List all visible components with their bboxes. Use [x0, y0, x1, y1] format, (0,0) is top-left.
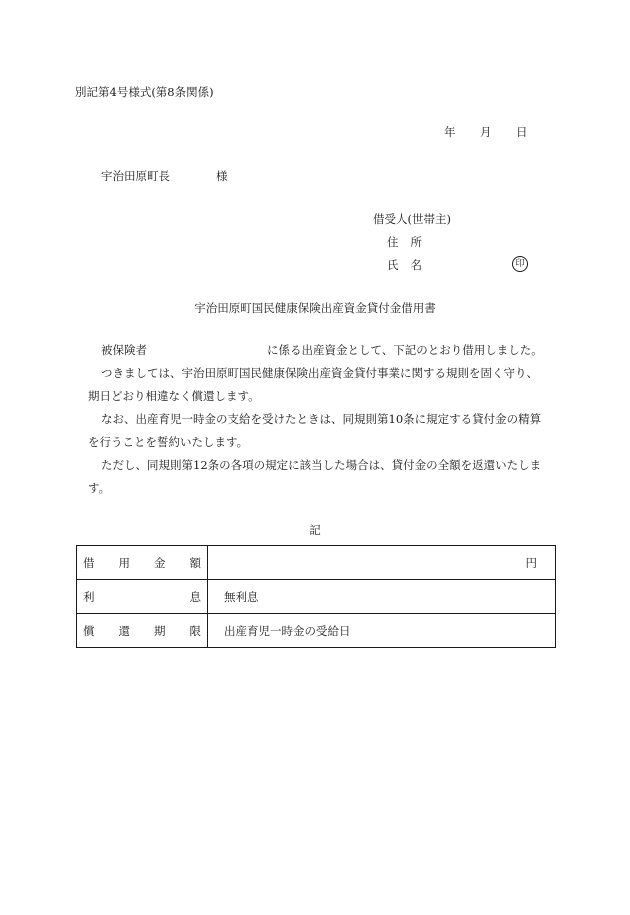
label-char: 借	[83, 555, 95, 570]
address-label	[387, 234, 422, 250]
body-line-1-end: に係る出産資金として、下記のとおり借用しました。	[267, 343, 543, 357]
body-line-3: 期日どおり相違なく償還します。	[88, 389, 260, 403]
ki-heading: 記	[309, 523, 321, 537]
name-label-char-1: 氏	[387, 258, 399, 272]
date-month: 月	[480, 125, 492, 139]
label-char: 金	[154, 555, 166, 570]
repayment-deadline-label	[77, 614, 208, 648]
address-label-char-1: 住	[387, 235, 399, 249]
addressee	[101, 168, 228, 184]
table-row	[77, 614, 556, 648]
insured-label: 被保険者	[101, 343, 147, 357]
name-label	[387, 257, 422, 273]
borrower-heading: 借受人(世帯主)	[373, 212, 451, 226]
date-year: 年	[444, 125, 456, 139]
addressee-name: 宇治田原町長	[101, 169, 170, 183]
body-line-2: つきましては、宇治田原町国民健康保険出産資金貸付事業に関する規則を固く守り、	[101, 366, 538, 380]
seal-mark: 印	[512, 256, 528, 272]
label-char: 償	[83, 623, 95, 638]
form-number: 別記第4号様式(第8条関係)	[75, 85, 214, 99]
body-line-7: す。	[88, 481, 111, 495]
loan-amount-value: 円	[208, 546, 556, 580]
loan-amount-label	[77, 546, 208, 580]
body-line-4: なお、出産育児一時金の支給を受けたときは、同規則第10条に規定する貸付金の精算	[101, 412, 542, 426]
label-char: 利	[83, 589, 95, 604]
label-char: 限	[189, 623, 201, 638]
label-char: 額	[189, 555, 201, 570]
document-title: 宇治田原町国民健康保険出産資金貸付金借用書	[194, 301, 436, 315]
label-char: 息	[189, 589, 201, 604]
name-label-char-2: 名	[410, 258, 422, 272]
table-row	[77, 546, 556, 580]
address-label-char-2: 所	[410, 235, 422, 249]
loan-terms-table	[76, 545, 556, 648]
date-day: 日	[516, 125, 528, 139]
body-line-6: ただし、同規則第12条の各項の規定に該当した場合は、貸付金の全額を返還いたしま	[101, 458, 542, 472]
repayment-deadline-value: 出産育児一時金の受給日	[208, 614, 556, 648]
label-char: 用	[118, 555, 130, 570]
addressee-honorific: 様	[216, 169, 228, 183]
interest-value: 無利息	[208, 580, 556, 614]
interest-label	[77, 580, 208, 614]
date-line	[444, 124, 528, 140]
body-line-1	[101, 342, 543, 358]
table-row	[77, 580, 556, 614]
label-char: 還	[118, 623, 130, 638]
label-char: 期	[154, 623, 166, 638]
body-line-5: を行うことを誓約いたします。	[88, 435, 249, 449]
